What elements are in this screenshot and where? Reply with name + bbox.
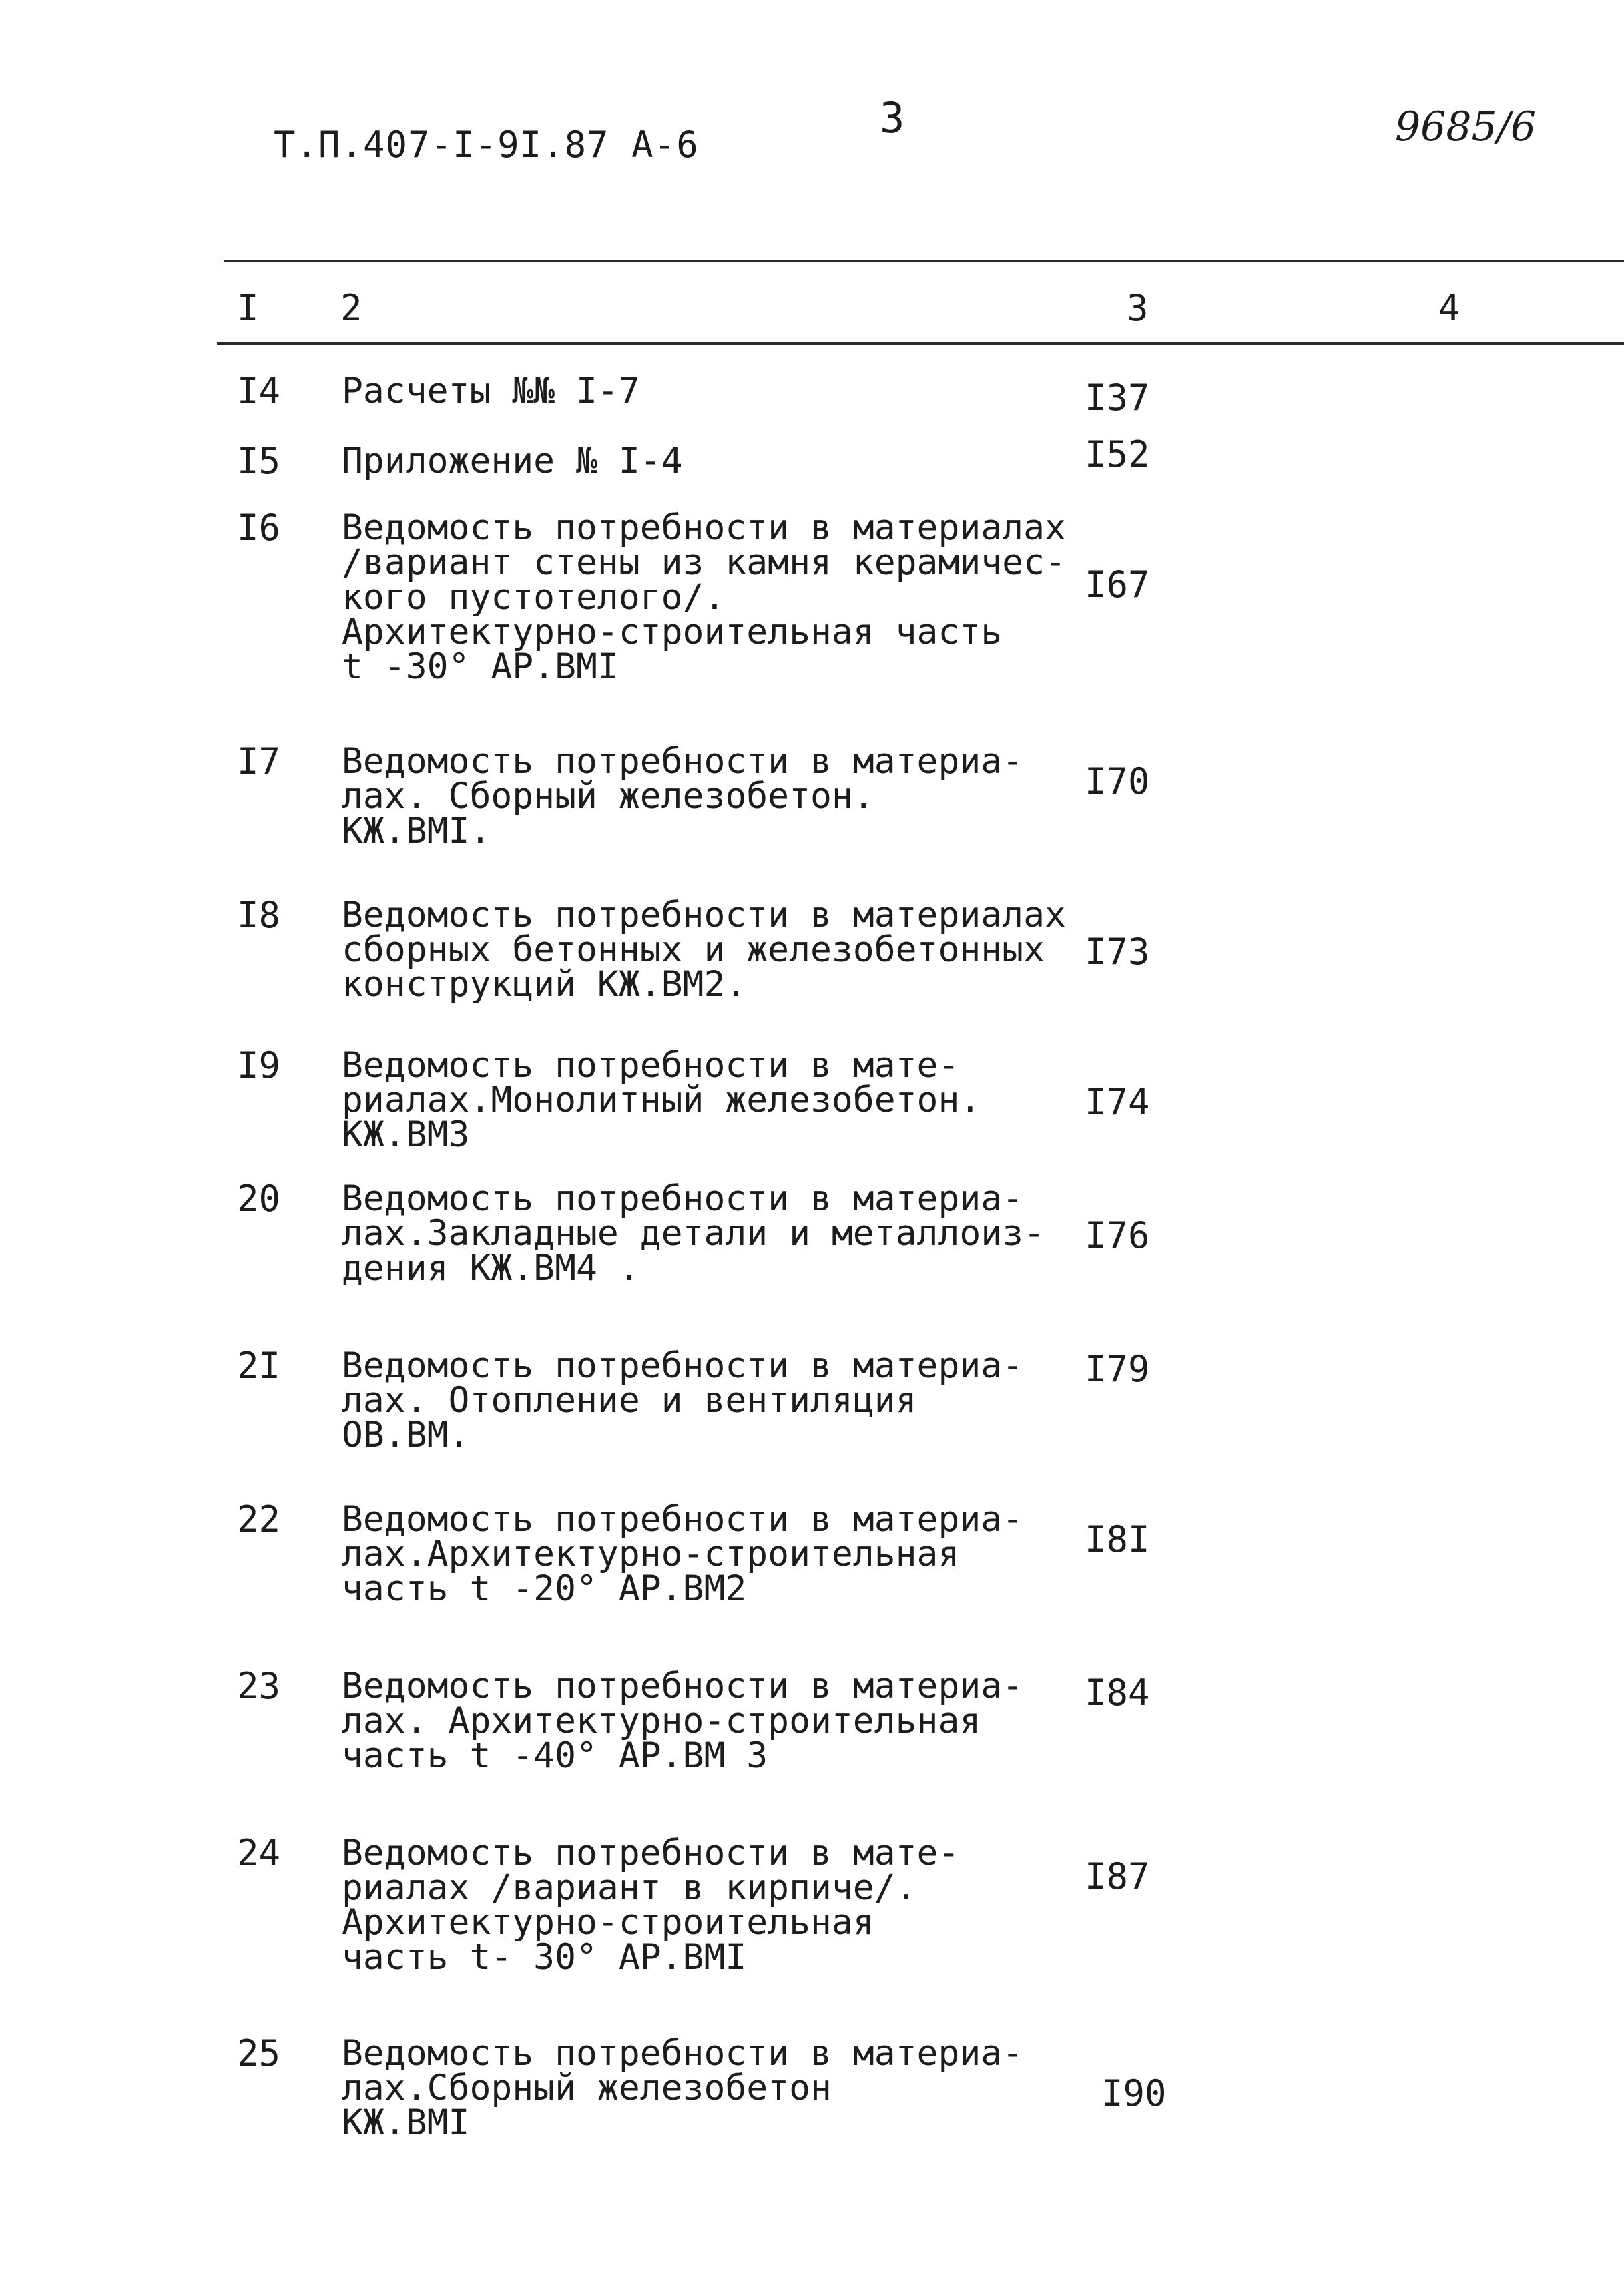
row-number: 25 xyxy=(237,2032,281,2074)
row-page: I79 xyxy=(1085,1348,1150,1390)
row-description: Ведомость потребности в материа- лах. Сборный железобетон. КЖ.ВМI. xyxy=(342,741,1024,851)
row-description: Расчеты №№ I-7 xyxy=(342,371,640,411)
page-number: 3 xyxy=(880,93,905,142)
row-number: I5 xyxy=(237,440,281,482)
archive-number: 9685/6 xyxy=(1395,103,1537,150)
table-header-rule xyxy=(217,342,1624,345)
row-description: Ведомость потребности в мате- риалах.Монолитный железобетон. КЖ.ВМ3 xyxy=(342,1045,981,1155)
row-page: I52 xyxy=(1085,433,1150,475)
row-number: 20 xyxy=(237,1178,281,1220)
row-page: I76 xyxy=(1085,1214,1150,1256)
row-description: Ведомость потребности в материа- лах.Архитектурно-строительная часть t -20° АР.ВМ2 xyxy=(342,1499,1024,1609)
column-header-1: I xyxy=(237,287,259,329)
row-description: Ведомость потребности в материа- лах. Отопление и вентиляция ОВ.ВМ. xyxy=(342,1345,1024,1455)
row-description: Ведомость потребности в материалах сборных бетонных и железобетонных конструкций КЖ.ВМ2. xyxy=(342,895,1066,1005)
row-number: 22 xyxy=(237,1498,281,1540)
column-header-2: 2 xyxy=(340,287,362,329)
row-number: I4 xyxy=(237,370,281,412)
row-page: I84 xyxy=(1085,1672,1150,1714)
row-page: I73 xyxy=(1085,931,1150,973)
document-code: Т.П.407-I-9I.87 А-6 xyxy=(274,124,699,166)
row-description: Ведомость потребности в мате- риалах /вариант в кирпиче/. Архитектурно-строительная часть t- 30° АР.ВМI xyxy=(342,1833,960,1978)
row-page: I8I xyxy=(1085,1518,1150,1560)
row-page: I37 xyxy=(1085,377,1150,419)
column-header-3: 3 xyxy=(1127,287,1149,329)
row-number: I7 xyxy=(237,740,281,782)
row-number: 24 xyxy=(237,1832,281,1874)
row-page: I74 xyxy=(1085,1081,1150,1123)
column-header-4: 4 xyxy=(1438,287,1460,329)
table-top-rule xyxy=(224,260,1624,262)
row-number: I6 xyxy=(237,507,281,549)
row-page: I90 xyxy=(1101,2072,1167,2114)
row-number: 2I xyxy=(237,1345,281,1387)
row-description: Ведомость потребности в материа- лах. Архитектурно-строительная часть t -40° АР.ВМ 3 xyxy=(342,1666,1024,1776)
row-page: I70 xyxy=(1085,760,1150,803)
row-description: Ведомость потребности в материалах /вариант стены из камня керамичес- кого пустотелого/. Архитектурно-строительная часть t -30° АР.ВМI xyxy=(342,507,1066,687)
row-number: I8 xyxy=(237,894,281,936)
row-page: I67 xyxy=(1085,563,1150,606)
row-page: I87 xyxy=(1085,1855,1150,1897)
row-number: I9 xyxy=(237,1044,281,1086)
row-description: Приложение № I-4 xyxy=(342,441,683,481)
row-description: Ведомость потребности в материа- лах.Сборный железобетон КЖ.ВМI xyxy=(342,2033,1024,2143)
row-number: 23 xyxy=(237,1665,281,1707)
row-description: Ведомость потребности в материа- лах.Закладные детали и металлоиз- дения КЖ.ВМ4 . xyxy=(342,1178,1045,1289)
